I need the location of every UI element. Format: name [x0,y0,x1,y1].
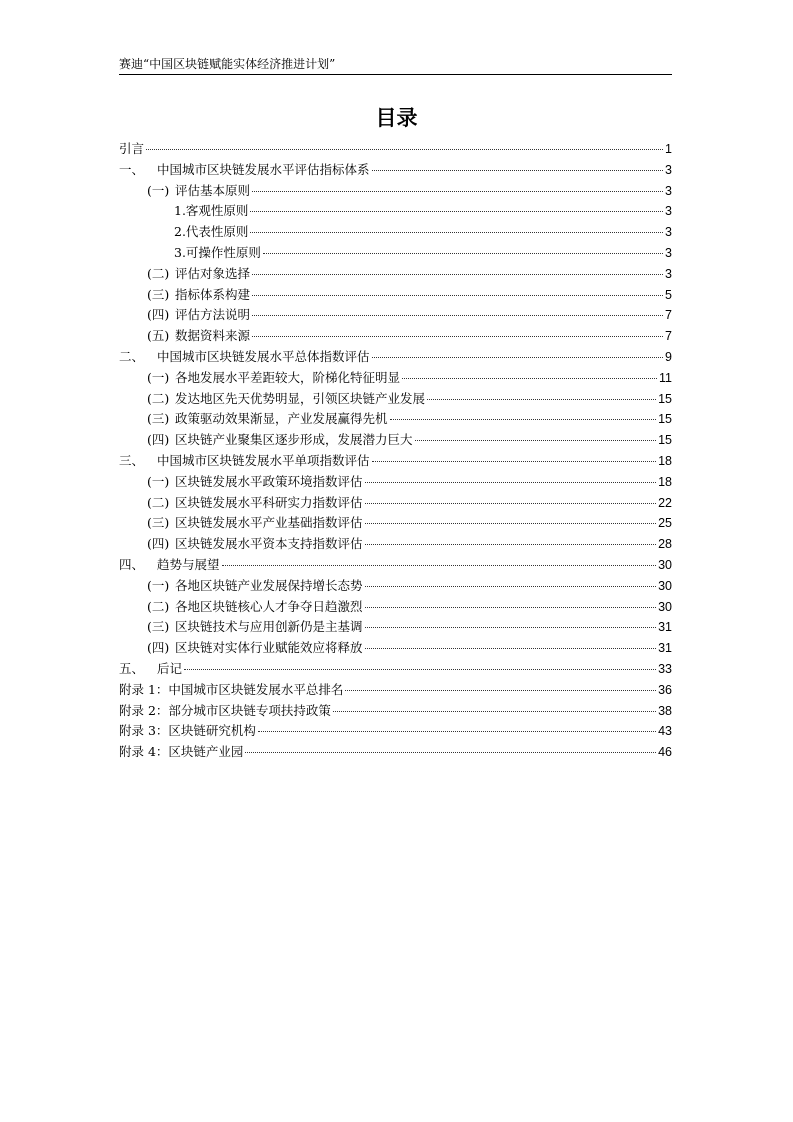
toc-entry[interactable] [119,160,672,181]
toc-dot-leader [252,315,663,316]
toc-entry-page-number: 15 [658,433,672,448]
toc-entry-title: 区块链发展水平政策环境指数评估 [175,473,363,489]
toc-entry-page-number: 7 [665,308,672,323]
toc-entry[interactable] [119,555,672,576]
toc-entry-number: (四) [147,536,170,552]
toc-dot-leader [402,378,657,379]
toc-entry-title: 评估基本原则 [175,182,251,198]
toc-entry-page-number: 1 [665,142,672,156]
toc-entry-number: 五、 [119,660,145,676]
toc-entry-page-number: 9 [665,349,672,364]
toc-entry-number: 四、 [119,556,145,572]
toc-entry-number: (一) [147,182,170,198]
toc-entry-title: 2.代表性原则 [174,224,249,240]
toc-entry-page-number: 11 [659,370,672,385]
toc-entry[interactable] [119,680,672,701]
toc-entry-title: 后记 [157,660,183,676]
toc-entry-page-number: 33 [658,661,672,676]
toc-entry-title: 附录 3：区块链研究机构 [119,723,256,739]
toc-entry[interactable] [119,617,672,638]
toc-entry-page-number: 18 [658,474,672,489]
toc-dot-leader [390,419,657,420]
toc-entry[interactable] [119,576,672,597]
toc-entry-number: (一) [147,577,170,593]
page-header [119,56,672,75]
toc-entry-number: (四) [147,307,170,323]
toc-entry-title: 指标体系构建 [175,286,251,302]
toc-entry-page-number: 43 [658,724,672,739]
toc-dot-leader [252,274,663,275]
toc-entry-title: 区块链发展水平产业基础指数评估 [175,515,363,531]
toc-dot-leader [252,191,663,192]
toc-entry[interactable] [119,347,672,368]
toc-entry-page-number: 5 [665,287,672,302]
toc-entry-title: 中国城市区块链发展水平单项指数评估 [157,452,370,468]
toc-entry-page-number: 38 [658,703,672,718]
toc-entry[interactable] [119,181,672,202]
toc-dot-leader [365,648,657,649]
toc-entry-number: (四) [147,432,170,448]
toc-entry[interactable] [119,472,672,493]
toc-entry[interactable] [119,721,672,742]
toc-entry[interactable] [119,285,672,306]
toc-entry-title: 区块链发展水平科研实力指数评估 [175,494,363,510]
toc-entry-title: 中国城市区块链发展水平评估指标体系 [157,161,370,177]
toc-entry-title: 区块链技术与应用创新仍是主基调 [175,619,363,635]
toc-dot-leader [252,336,663,337]
toc-entry-page-number: 3 [665,225,672,240]
toc-dot-leader [184,669,656,670]
toc-entry[interactable] [119,430,672,451]
toc-dot-leader [372,170,664,171]
toc-entry-number: (三) [147,515,170,531]
toc-entry-title: 评估方法说明 [175,307,251,323]
toc-entry-number: (二) [147,598,170,614]
toc-entry[interactable] [119,742,672,763]
toc-entry-page-number: 30 [658,599,672,614]
toc-dot-leader [365,586,657,587]
toc-entry-title: 评估对象选择 [175,265,251,281]
toc-entry[interactable] [119,659,672,680]
toc-entry[interactable] [119,409,672,430]
toc-entry[interactable] [119,451,672,472]
toc-entry-page-number: 46 [658,745,672,760]
toc-entry[interactable] [119,222,672,243]
toc-dot-leader [250,232,663,233]
toc-entry-number: (一) [147,473,170,489]
toc-entry-page-number: 30 [658,557,672,572]
toc-entry-page-number: 28 [658,537,672,552]
toc-entry-title: 附录 1：中国城市区块链发展水平总排名 [119,681,344,697]
toc-entry[interactable] [119,638,672,659]
toc-entry[interactable] [119,368,672,389]
toc-dot-leader [427,399,656,400]
toc-entry[interactable] [119,201,672,222]
toc-entry[interactable] [119,389,672,410]
toc-entry-title: 发达地区先天优势明显，引领区块链产业发展 [175,390,426,406]
toc-dot-leader [372,461,657,462]
toc-entry-title: 各地区块链产业发展保持增长态势 [175,577,363,593]
toc-entry-title: 趋势与展望 [157,556,220,572]
toc-entry-number: (二) [147,265,170,281]
toc-entry-number: (三) [147,411,170,427]
toc-entry[interactable] [119,264,672,285]
toc-dot-leader [250,211,663,212]
toc-dot-leader [365,607,657,608]
toc-entry-title: 3.可操作性原则 [174,244,261,260]
toc-dot-leader [365,523,657,524]
toc-entry-number: (二) [147,494,170,510]
toc-dot-leader [365,627,657,628]
toc-dot-leader [252,295,663,296]
toc-entry-page-number: 15 [658,412,672,427]
toc-entry-page-number: 15 [658,391,672,406]
toc-entry-title: 区块链对实体行业赋能效应将释放 [175,640,363,656]
toc-entry-page-number: 3 [665,162,672,177]
toc-entry-title: 区块链产业聚集区逐步形成，发展潜力巨大 [175,432,413,448]
toc-dot-leader [365,544,657,545]
toc-entry[interactable] [119,701,672,722]
toc-entry-page-number: 31 [658,641,672,656]
toc-entry-title: 附录 2：部分城市区块链专项扶持政策 [119,702,331,718]
toc-entry-number: (一) [147,369,170,385]
toc-list [119,139,672,763]
toc-dot-leader [372,357,664,358]
toc-entry-page-number: 7 [665,329,672,344]
toc-entry[interactable] [119,139,672,160]
toc-entry[interactable] [119,534,672,555]
toc-entry-page-number: 3 [665,245,672,260]
toc-entry-number: (二) [147,390,170,406]
toc-entry-title: 1.客观性原则 [174,203,249,219]
toc-entry-number: (五) [147,328,170,344]
toc-title: 目录 [375,106,418,130]
toc-entry-title: 数据资料来源 [175,328,251,344]
toc-entry-number: (四) [147,640,170,656]
toc-entry-page-number: 36 [658,682,672,697]
toc-entry[interactable] [119,493,672,514]
toc-dot-leader [222,565,657,566]
toc-entry-number: 一、 [119,161,145,177]
toc-entry-number: 二、 [119,348,145,364]
toc-entry-title: 中国城市区块链发展水平总体指数评估 [157,348,370,364]
toc-entry-title: 引言 [119,141,145,156]
toc-dot-leader [333,711,656,712]
toc-dot-leader [263,253,663,254]
toc-entry-page-number: 22 [658,495,672,510]
toc-entry-page-number: 3 [665,204,672,219]
toc-entry-title: 政策驱动效果渐显，产业发展赢得先机 [175,411,388,427]
page-header-text: 赛迪“中国区块链赋能实体经济推进计划” [119,57,336,71]
toc-dot-leader [258,731,656,732]
toc-entry-page-number: 31 [658,620,672,635]
toc-dot-leader [365,503,657,504]
toc-dot-leader [415,440,657,441]
toc-entry-number: 三、 [119,452,145,468]
toc-entry[interactable] [119,305,672,326]
toc-entry-page-number: 25 [658,516,672,531]
toc-dot-leader [365,482,657,483]
toc-entry-page-number: 3 [665,183,672,198]
toc-entry-page-number: 30 [658,578,672,593]
toc-dot-leader [245,752,656,753]
toc-entry-title: 附录 4：区块链产业园 [119,744,244,760]
toc-entry[interactable] [119,243,672,264]
toc-entry-title: 区块链发展水平资本支持指数评估 [175,536,363,552]
toc-entry-number: (三) [147,619,170,635]
toc-entry-number: (三) [147,286,170,302]
toc-dot-leader [345,690,656,691]
toc-entry-page-number: 3 [665,266,672,281]
toc-entry-page-number: 18 [658,453,672,468]
toc-entry-title: 各地区块链核心人才争夺日趋激烈 [175,598,363,614]
toc-entry[interactable] [119,597,672,618]
toc-dot-leader [146,149,663,150]
toc-entry[interactable] [119,513,672,534]
toc-entry-title: 各地发展水平差距较大，阶梯化特征明显 [175,369,401,385]
toc-entry[interactable] [119,326,672,347]
